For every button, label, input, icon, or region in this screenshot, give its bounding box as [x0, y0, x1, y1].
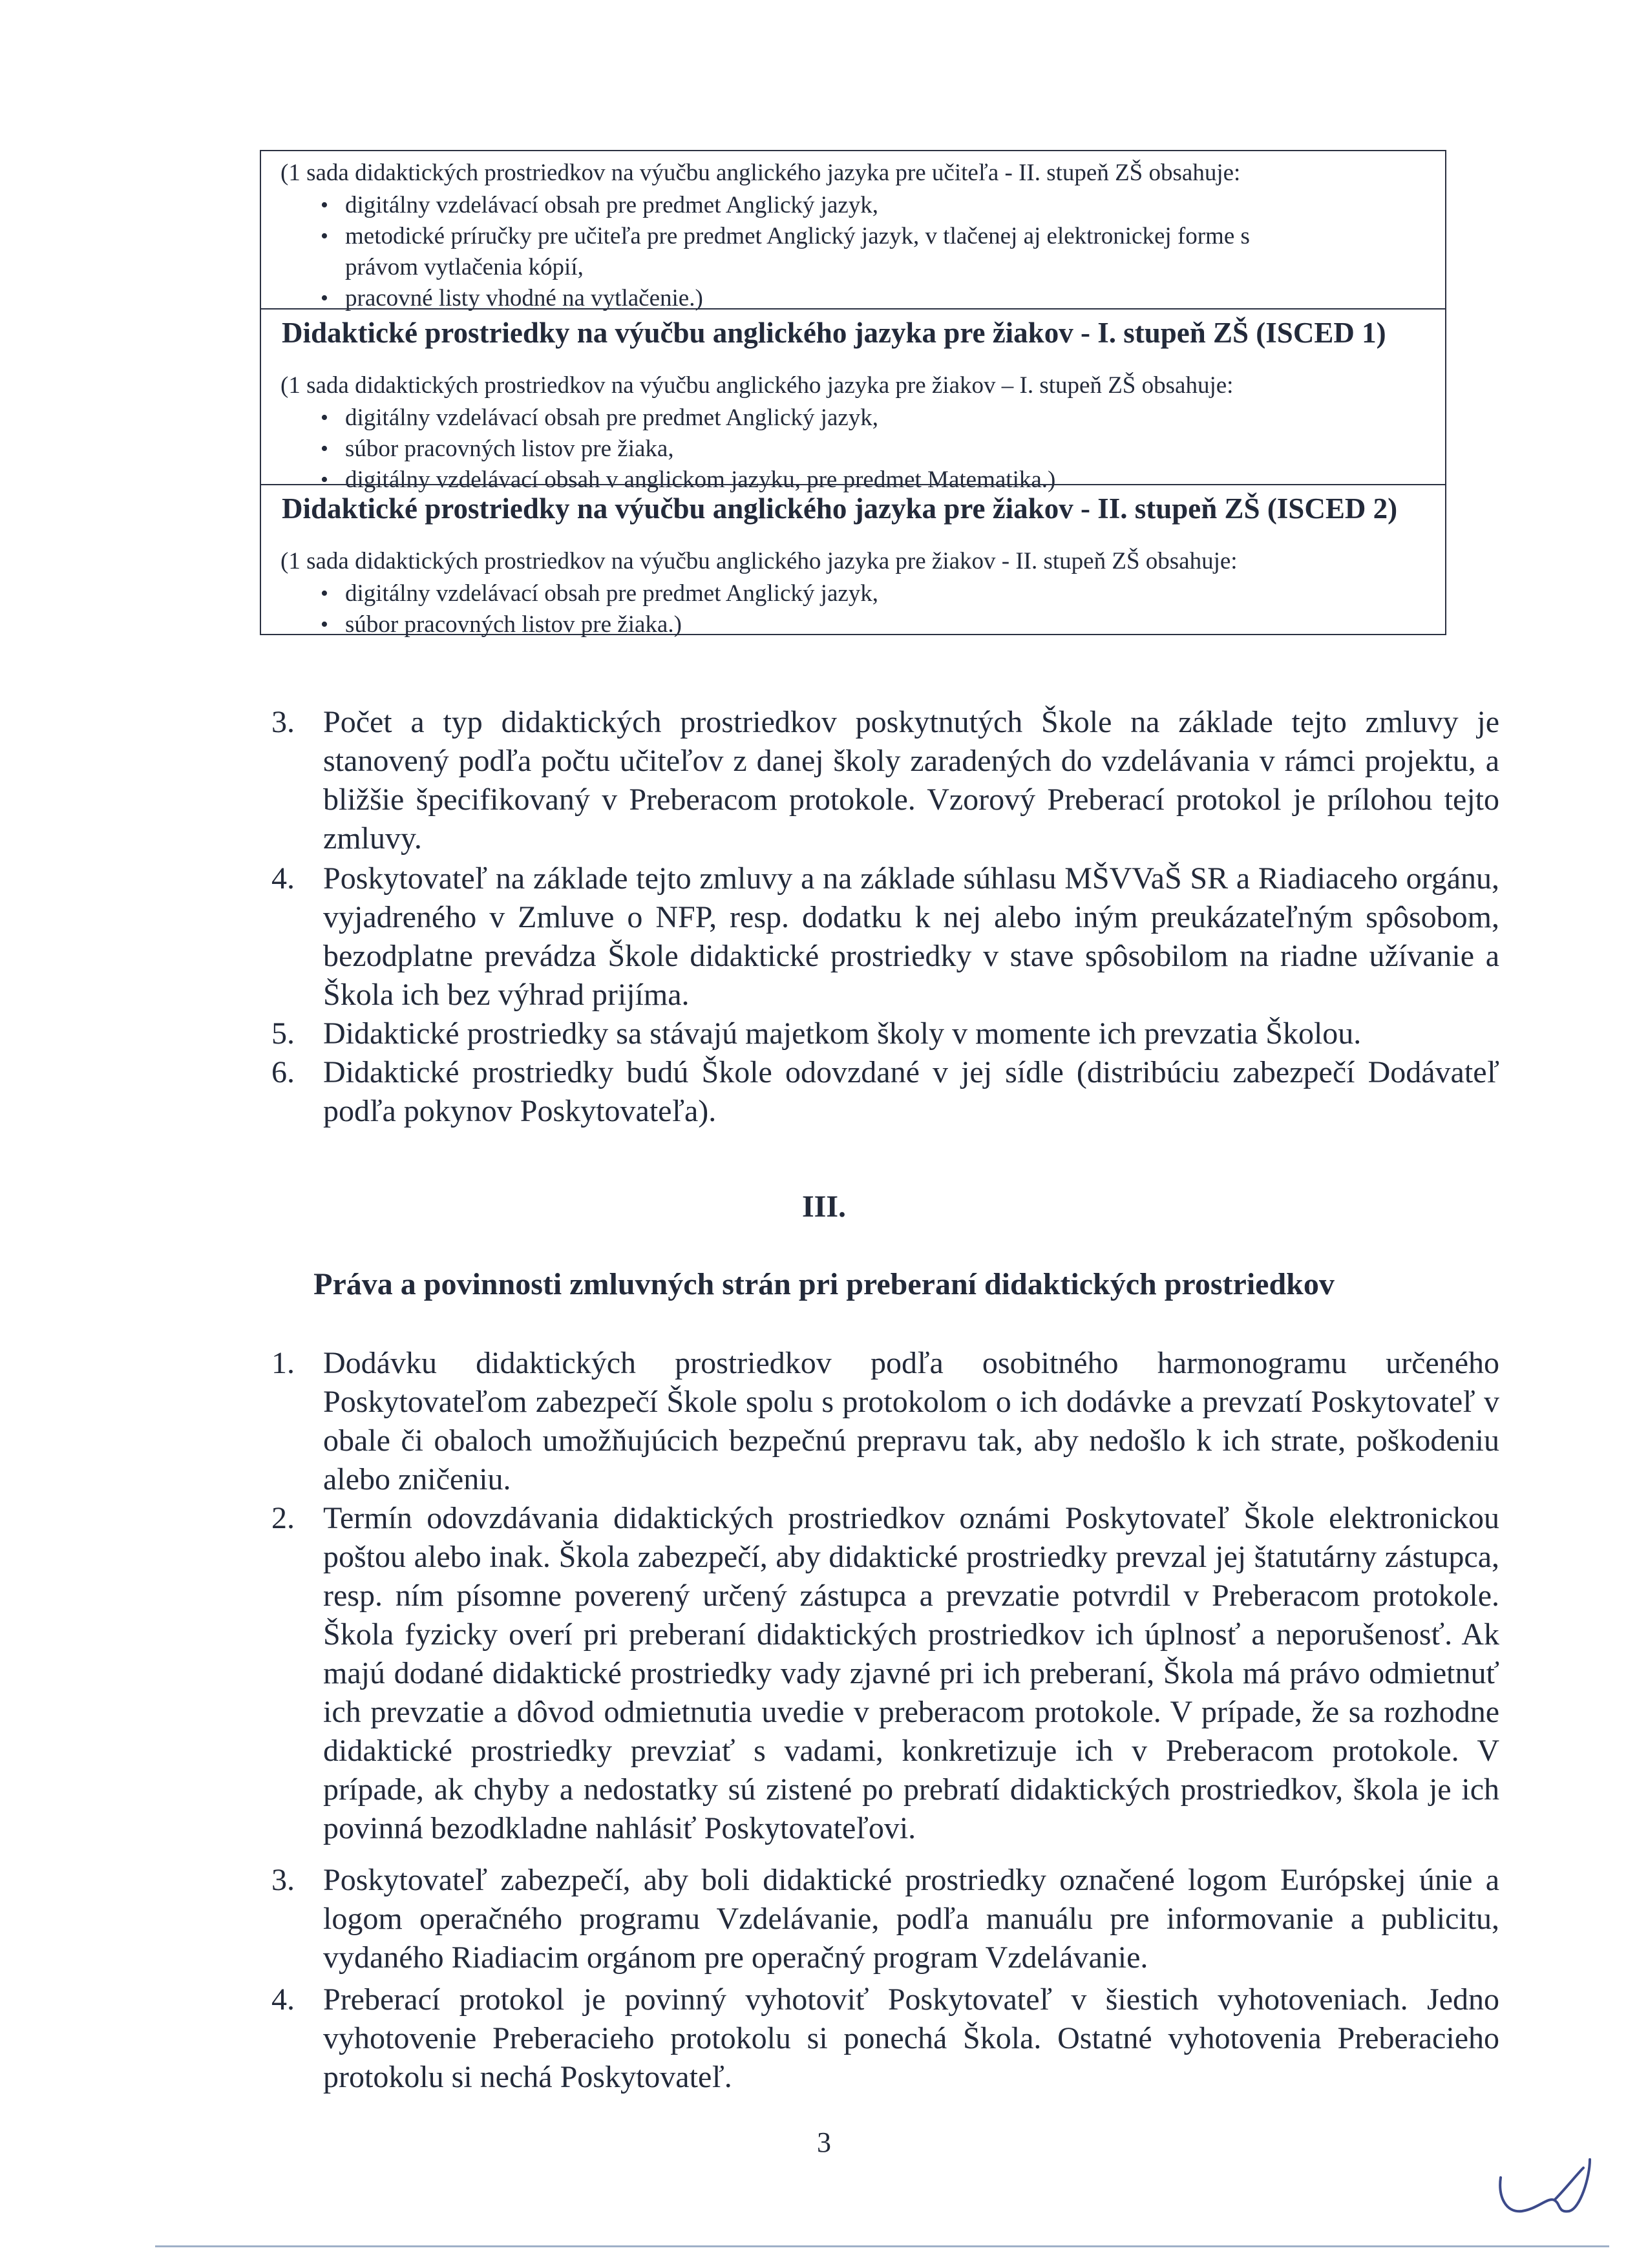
section-title: Práva a povinnosti zmluvných strán pri preberaní didaktických prostriedkov [313, 1267, 1335, 1301]
article-3-paragraph-2: 2. Termín odovzdávania didaktických prostriedkov oznámi Poskytovateľ Škole elektronickou poštou alebo inak. Škola zabezpečí, aby didaktické prostriedky prevzal jej štatutárny zástupca, resp. ním písomne poverený určený zástupca a prevzatie potvrdil v Preberacom protokole. Škola fyzicky overí pri preberaní didaktických prostriedkov ich úplnosť a neporušenosť. Ak majú dodané didaktické prostriedky vady zjavné pri ich preberaní, Škola má právo odmietnuť ich prevzatie a dôvod odmietnutia uvedie v preberacom protokole. V prípade, že sa rozhodne didaktické prostriedky prevziať s vadami, konkretizuje ich v Preberacom protokole. V prípade, ak chyby a nedostatky sú zistené po prebratí didaktických prostriedkov, škola je ich povinná bezodkladne nahlásiť Poskytovateľovi. [271, 1501, 1499, 1845]
table-row-pupil-set-isced1 [261, 361, 1445, 493]
list-item: • metodické príručky pre učiteľa pre predmet Anglický jazyk, v tlačenej aj elektronickej forme s [280, 221, 1445, 252]
article-3-paragraph-1: 1. Dodávku didaktických prostriedkov podľa osobitného harmonogramu určeného Poskytovateľom zabezpečí Škole spolu s protokolom o ich dodávke a prevzatí Poskytovateľ v obale či obaloch umožňujúcich bezpečnú prepravu tak, aby nedošlo k ich strate, poškodeniu alebo zničeniu. [271, 1346, 1499, 1496]
bullet-icon: • [321, 224, 328, 248]
bullet-icon: • [321, 582, 328, 605]
article-2-paragraph-5: 5. Didaktické prostriedky sa stávajú majetkom školy v momente ich prevzatia Školou. [271, 1016, 1362, 1051]
bottom-edge-line [155, 2245, 1609, 2247]
item-list [280, 403, 1445, 496]
bullet-icon: • [321, 613, 328, 636]
article-2-paragraph-4: 4. Poskytovateľ na základe tejto zmluvy a na základe súhlasu MŠVVaŠ SR a Riadiaceho orgánu, vyjadreného v Zmluve o NFP, resp. dodatku k nej alebo iným preukázateľným spôsobom, bezodplatne prevádza Škole didaktické prostriedky v stave spôsobilom na riadne užívanie a Škola ich bez výhrad prijíma. [271, 861, 1499, 1012]
item-list [280, 190, 1445, 314]
row-intro: (1 sada didaktických prostriedkov na výučbu anglického jazyka pre žiakov - II. stupeň ZŠ obsahuje: [280, 548, 1238, 574]
bullet-icon: • [321, 406, 328, 430]
page-number: 3 [817, 2126, 831, 2158]
list-item: • digitálny vzdelávací obsah pre predmet Anglický jazyk, [280, 190, 1445, 221]
bullet-icon: • [321, 193, 328, 217]
list-item: • digitálny vzdelávací obsah v anglickom jazyku, pre predmet Matematika.) [280, 465, 1445, 496]
bullet-icon: • [321, 437, 328, 461]
article-3-paragraph-3: 3. Poskytovateľ zabezpečí, aby boli didaktické prostriedky označené logom Európskej únie a logom operačného programu Vzdelávanie, podľa manuálu pre informovanie a publicitu, vydaného Riadiacim orgánom pre operačný program Vzdelávanie. [271, 1863, 1499, 1975]
row-heading: Didaktické prostriedky na výučbu anglického jazyka pre žiakov - I. stupeň ZŠ (ISCED 1) [282, 317, 1386, 349]
row-intro: (1 sada didaktických prostriedkov na výučbu anglického jazyka pre žiakov – I. stupeň ZŠ obsahuje: [280, 372, 1234, 399]
list-item: • pracovné listy vhodné na vytlačenie.) [280, 283, 1445, 314]
bullet-icon: • [321, 286, 328, 310]
table-row-heading-isced2 [261, 484, 1445, 537]
bullet-icon: • [321, 468, 328, 492]
row-intro: (1 sada didaktických prostriedkov na výučbu anglického jazyka pre učiteľa - II. stupeň ZŠ obsahuje: [280, 160, 1241, 186]
list-item: • digitálny vzdelávací obsah pre predmet Anglický jazyk, [280, 578, 1445, 609]
list-item: • digitálny vzdelávací obsah pre predmet Anglický jazyk, [280, 403, 1445, 434]
article-2-paragraph-3: 3. Počet a typ didaktických prostriedkov poskytnutých Škole na základe tejto zmluvy je stanovený podľa počtu učiteľov z danej školy zaradených do vzdelávania v rámci projektu, a bližšie špecifikovaný v Preberacom protokole. Vzorový Preberací protokol je prílohou tejto zmluvy. [271, 705, 1499, 856]
list-item-continuation: právom vytlačenia kópií, [345, 254, 584, 280]
signature-initials [1493, 2152, 1596, 2223]
row-heading: Didaktické prostriedky na výučbu anglického jazyka pre žiakov - II. stupeň ZŠ (ISCED 2) [282, 492, 1398, 525]
item-list [280, 578, 1445, 640]
list-item: • súbor pracovných listov pre žiaka, [280, 434, 1445, 465]
section-number: III. [801, 1190, 847, 1224]
article-3-paragraph-4: 4. Preberací protokol je povinný vyhotoviť Poskytovateľ v šiestich vyhotoveniach. Jedno vyhotovenie Preberacieho protokolu si ponechá Škola. Ostatné vyhotovenia Preberacieho protokolu si nechá Poskytovateľ. [271, 1982, 1499, 2094]
article-2-paragraph-6: 6. Didaktické prostriedky budú Škole odovzdané v jej sídle (distribúciu zabezpečí Dodávateľ podľa pokynov Poskytovateľa). [271, 1055, 1499, 1128]
teaching-aids-table [260, 150, 1446, 638]
list-item: • súbor pracovných listov pre žiaka.) [280, 609, 1445, 640]
table-row-heading-isced1 [261, 308, 1445, 361]
table-row-pupil-set-isced2 [261, 537, 1445, 638]
table-row-teacher-set [261, 151, 1445, 311]
